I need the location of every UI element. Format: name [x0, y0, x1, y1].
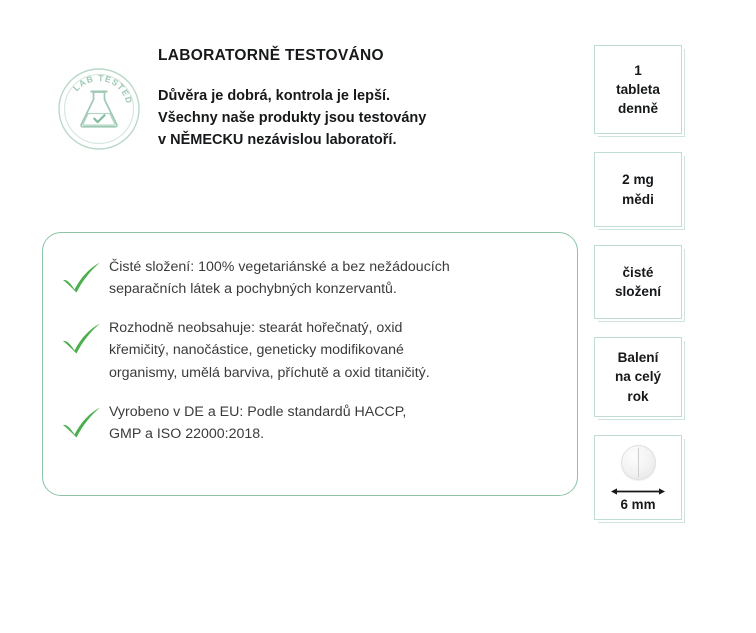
fact-box-dosage — [594, 45, 682, 134]
list-item — [43, 400, 577, 445]
fact-box-label — [612, 61, 664, 119]
fact-box-year-supply — [594, 337, 682, 417]
fact-box-copper-amount — [594, 152, 682, 227]
tablet-pill-icon — [621, 445, 656, 480]
lab-tested-section — [42, 46, 542, 176]
list-item — [43, 255, 577, 300]
lab-tested-heading: LABORATORNĚ TESTOVÁNO — [158, 47, 384, 64]
double-arrow-width-icon — [610, 487, 666, 496]
lab-tested-subtitle-line-3: v NĚMECKU nezávislou laboratoří. — [158, 132, 397, 149]
fact-label-line: čisté — [622, 264, 654, 280]
fact-label-line: denně — [617, 101, 658, 117]
fact-label-line: na celý — [614, 369, 662, 385]
lab-tested-text-block — [158, 46, 542, 151]
fact-label-line: složení — [614, 284, 662, 299]
lab-tested-subtitle-line-2: Všechny naše produkty jsou testovány — [158, 110, 427, 127]
list-item-line: organismy, umělá barviva, příchutě a oxid titaničitý. — [109, 364, 430, 381]
green-checkmark-icon — [57, 402, 109, 442]
list-item-text — [109, 255, 561, 300]
fact-label-line: tableta — [616, 81, 660, 97]
green-checkmark-icon — [57, 318, 109, 358]
checklist-card — [42, 232, 578, 496]
checklist — [43, 255, 577, 445]
svg-text:LAB TESTED: LAB TESTED — [71, 72, 135, 106]
list-item-line: GMP a ISO 22000:2018. — [109, 425, 265, 442]
lab-tested-flask-seal-icon — [56, 66, 142, 152]
fact-box-clean-formula — [594, 245, 682, 319]
list-item — [43, 316, 577, 383]
list-item-line: Vyrobeno v DE a EU: Podle standardů HACCP, — [109, 403, 407, 420]
list-item-line: křemičitý, nanočástice, geneticky modifikované — [109, 342, 404, 359]
list-item-line: Čisté složení: 100% vegetariánské a bez nežádoucích — [109, 259, 450, 275]
fact-box-label — [618, 170, 658, 209]
green-checkmark-icon — [57, 257, 109, 297]
list-item-text — [109, 400, 561, 445]
fact-label-line: rok — [627, 388, 649, 404]
fact-box-column — [594, 45, 686, 538]
fact-label-line: 2 mg — [622, 172, 654, 188]
lab-tested-subtitle — [158, 85, 542, 151]
fact-label-line: 1 — [634, 62, 642, 78]
fact-box-label — [611, 263, 665, 302]
fact-label-line: mědi — [622, 191, 654, 207]
list-item-text — [109, 316, 561, 383]
tablet-size-caption: 6 mm — [620, 497, 656, 512]
lab-tested-subtitle-line-1: Důvěra je dobrá, kontrola je lepší. — [158, 88, 391, 105]
fact-box-label — [611, 348, 665, 406]
list-item-line: Rozhodně neobsahuje: stearát hořečnatý, oxid — [109, 320, 403, 337]
list-item-line: separačních látek a pochybných konzervantů. — [109, 281, 397, 298]
fact-box-tablet-size — [594, 435, 682, 520]
fact-label-line: Balení — [617, 350, 659, 366]
